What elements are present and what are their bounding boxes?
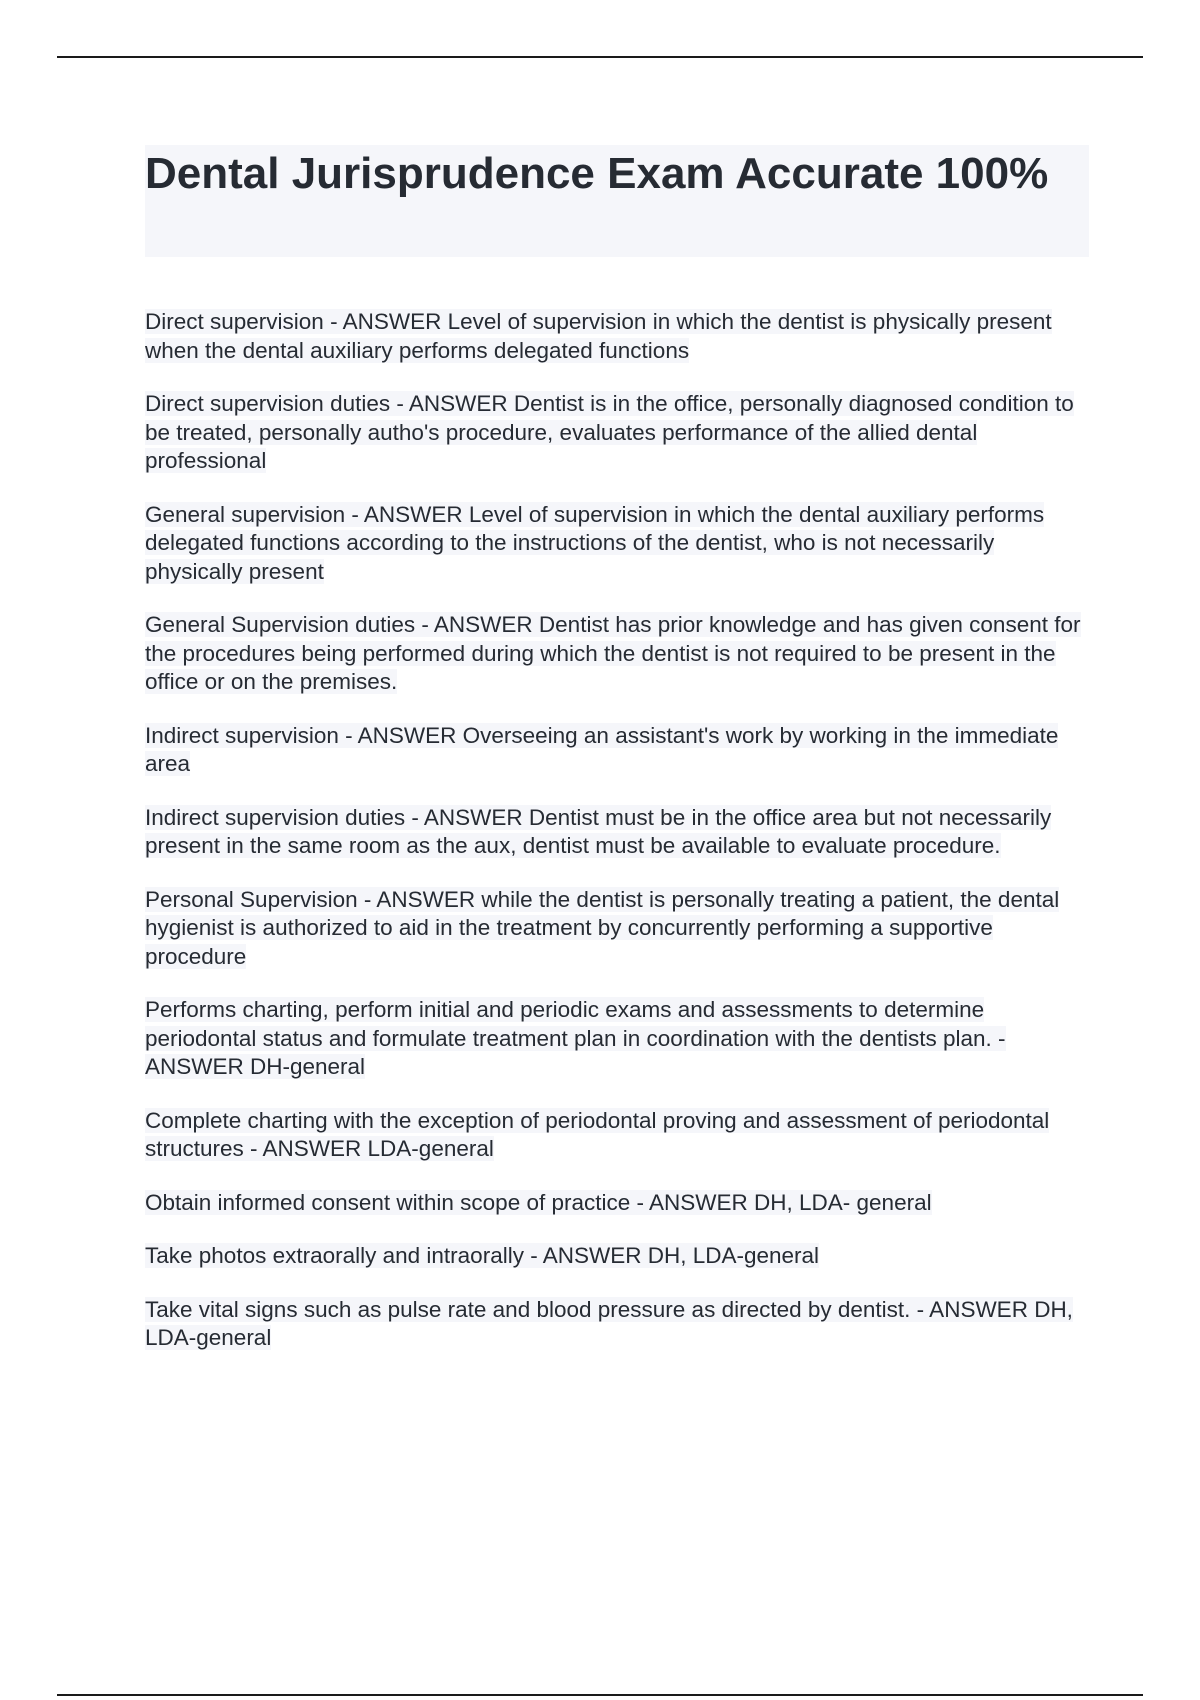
top-rule	[57, 56, 1143, 58]
qa-list	[145, 308, 1095, 1378]
qa-item-8	[145, 996, 1095, 1082]
qa-text: Take vital signs such as pulse rate and blood pressure as directed by dentist. - ANSWER DH, LDA-general	[145, 1296, 1073, 1350]
qa-item-5	[145, 722, 1095, 779]
qa-text: Direct supervision - ANSWER Level of supervision in which the dentist is physically present when the dental auxiliary performs delegated functions	[145, 309, 1052, 363]
qa-text: Direct supervision duties - ANSWER Dentist is in the office, personally diagnosed condition to be treated, personally autho's procedure, evaluates performance of the allied dental professional	[145, 391, 1074, 473]
qa-item-3	[145, 501, 1095, 587]
qa-text: Personal Supervision - ANSWER while the dentist is personally treating a patient, the dental hygienist is authorized to aid in the treatment by concurrently performing a supportive procedure	[145, 886, 1060, 969]
qa-text: Indirect supervision duties - ANSWER Dentist must be in the office area but not necessarily present in the same room as the aux, dentist must be available to evaluate procedure.	[145, 804, 1052, 858]
qa-item-2	[145, 390, 1095, 476]
qa-item-11	[145, 1242, 1095, 1271]
qa-item-7	[145, 886, 1095, 972]
qa-text: Take photos extraorally and intraorally - ANSWER DH, LDA-general	[145, 1243, 820, 1268]
qa-text: General Supervision duties - ANSWER Dentist has prior knowledge and has given consent for the procedures being performed during which the dentist is not required to be present in the office or on the premises.	[145, 612, 1081, 694]
qa-text: Complete charting with the exception of periodontal proving and assessment of periodontal structures - ANSWER LDA-general	[145, 1107, 1050, 1161]
bottom-rule	[57, 1694, 1143, 1696]
qa-item-4	[145, 611, 1095, 697]
qa-text: Obtain informed consent within scope of practice - ANSWER DH, LDA- general	[145, 1189, 932, 1215]
qa-item-9	[145, 1107, 1095, 1164]
title-block	[145, 145, 1089, 257]
page-title: Dental Jurisprudence Exam Accurate 100%	[145, 149, 1049, 198]
qa-item-6	[145, 804, 1095, 861]
qa-item-10	[145, 1189, 1095, 1218]
qa-item-1	[145, 308, 1095, 365]
qa-text: Performs charting, perform initial and periodic exams and assessments to determine periodontal status and formulate treatment plan in coordination with the dentists plan. - ANSWER DH-general	[145, 997, 1006, 1079]
qa-text: Indirect supervision - ANSWER Overseeing an assistant's work by working in the immediate area	[145, 722, 1059, 776]
qa-item-12	[145, 1296, 1095, 1353]
qa-text: General supervision - ANSWER Level of supervision in which the dental auxiliary performs delegated functions according to the instructions of the dentist, who is not necessarily physically present	[145, 501, 1045, 584]
